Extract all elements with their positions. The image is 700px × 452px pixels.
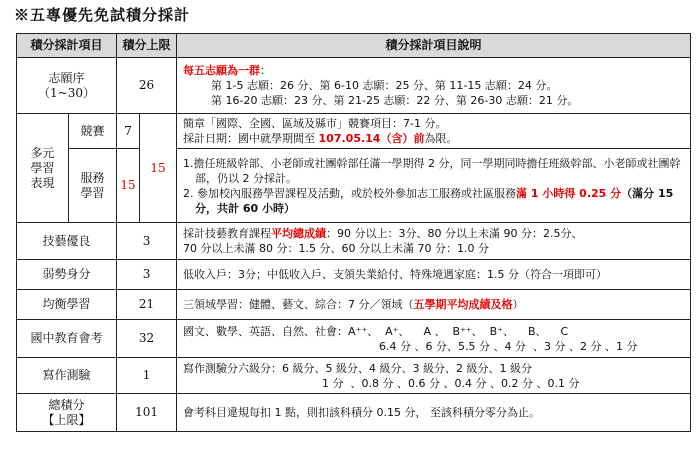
score-table — [16, 33, 691, 432]
table-row-wish — [17, 58, 691, 114]
item-cell: 寫作測驗 — [17, 358, 117, 394]
sub-item-contest: 競賽 — [69, 114, 117, 149]
item-cell: 國中教育會考 — [17, 320, 117, 358]
table-row-total — [17, 394, 691, 432]
desc-cell: 每五志願為一群： 第 1-5 志願：26 分、第 6-10 志願：25 分、第 11-15 志願：24 分。 第 16-20 志願：23 分、第 21-25 志願：22 分、第 26-30 志願：21 分。 — [177, 58, 691, 114]
limit-cell: 3 — [117, 223, 177, 260]
item-cell: 均衡學習 — [17, 290, 117, 320]
item-cell: 弱勢身分 — [17, 260, 117, 290]
group-limit-cell: 15 — [140, 114, 177, 223]
desc-cell: 採計技藝教育課程平均總成績：90 分以上：3分、80 分以上未滿 90 分：2.5分、 70 分以上未滿 80 分：1.5 分、60 分以上未滿 70 分：1.0 分 — [177, 223, 691, 260]
desc-cell-service: 1.擔任班級幹部、小老師或社團幹部任滿一學期得 2 分，同一學期同時擔任班級幹部、小老師或社團幹部，仍以 2 分採計。 2. 參加校內服務學習課程及活動，或於校外參加志工服務或社區服務滿 1 小時得 0.25 分（滿分 15 分，共計 60 小時） — [177, 149, 691, 223]
table-row-skills — [17, 223, 691, 260]
limit-cell: 26 — [117, 58, 177, 114]
item-cell: 總積分 【上限】 — [17, 394, 117, 432]
limit-cell-service: 15 — [117, 149, 140, 223]
sub-item-service: 服務 學習 — [69, 149, 117, 223]
limit-cell: 1 — [117, 358, 177, 394]
desc-cell-contest: 簡章「國際、全國、區域及縣市」競賽項目：7-1 分。 採計日期：國中就學期間至 107.05.14（含）前為限。 — [177, 114, 691, 149]
item-cell: 技藝優良 — [17, 223, 117, 260]
header-item: 積分採計項目 — [17, 34, 117, 58]
limit-cell: 32 — [117, 320, 177, 358]
desc-cell: 三領域學習：健體、藝文、綜合：7 分／領域（五學期平均成績及格） — [177, 290, 691, 320]
table-row-service — [17, 149, 691, 223]
desc-cell: 國文、數學、英語、自然、社會：A⁺⁺、 A⁺、 A 、 B⁺⁺、 B⁺、 B、 C 6.4 分 、6 分、5.5 分 、4 分 、3 分 、2 分 、1 分 — [177, 320, 691, 358]
desc-cell: 低收入戶：3分；中低收入戶、支領失業給付、特殊境遇家庭：1.5 分（符合一項即可） — [177, 260, 691, 290]
limit-cell-contest: 7 — [117, 114, 140, 149]
table-row-writing — [17, 358, 691, 394]
table-row-contest — [17, 114, 691, 149]
desc-cell: 寫作測驗分六級分：6 級分、5 級分、4 級分、3 級分、2 級分、1 級分 1 分 、0.8 分 、0.6 分 、0.4 分 、0.2 分 、0.1 分 — [177, 358, 691, 394]
table-row-disadv — [17, 260, 691, 290]
header-desc: 積分採計項目說明 — [177, 34, 691, 58]
limit-cell: 21 — [117, 290, 177, 320]
header-row — [17, 34, 691, 58]
table-row-balanced — [17, 290, 691, 320]
item-cell: 志願序 （1~30） — [17, 58, 117, 114]
table-row-exam — [17, 320, 691, 358]
limit-cell: 101 — [117, 394, 177, 432]
desc-cell: 會考科目違規每扣 1 點，則扣該科積分 0.15 分， 至該科積分零分為止。 — [177, 394, 691, 432]
group-cell-diverse: 多元 學習 表現 — [17, 114, 69, 223]
limit-cell: 3 — [117, 260, 177, 290]
page-title: ※五專優先免試積分採計 — [14, 6, 191, 24]
header-limit: 積分上限 — [117, 34, 177, 58]
